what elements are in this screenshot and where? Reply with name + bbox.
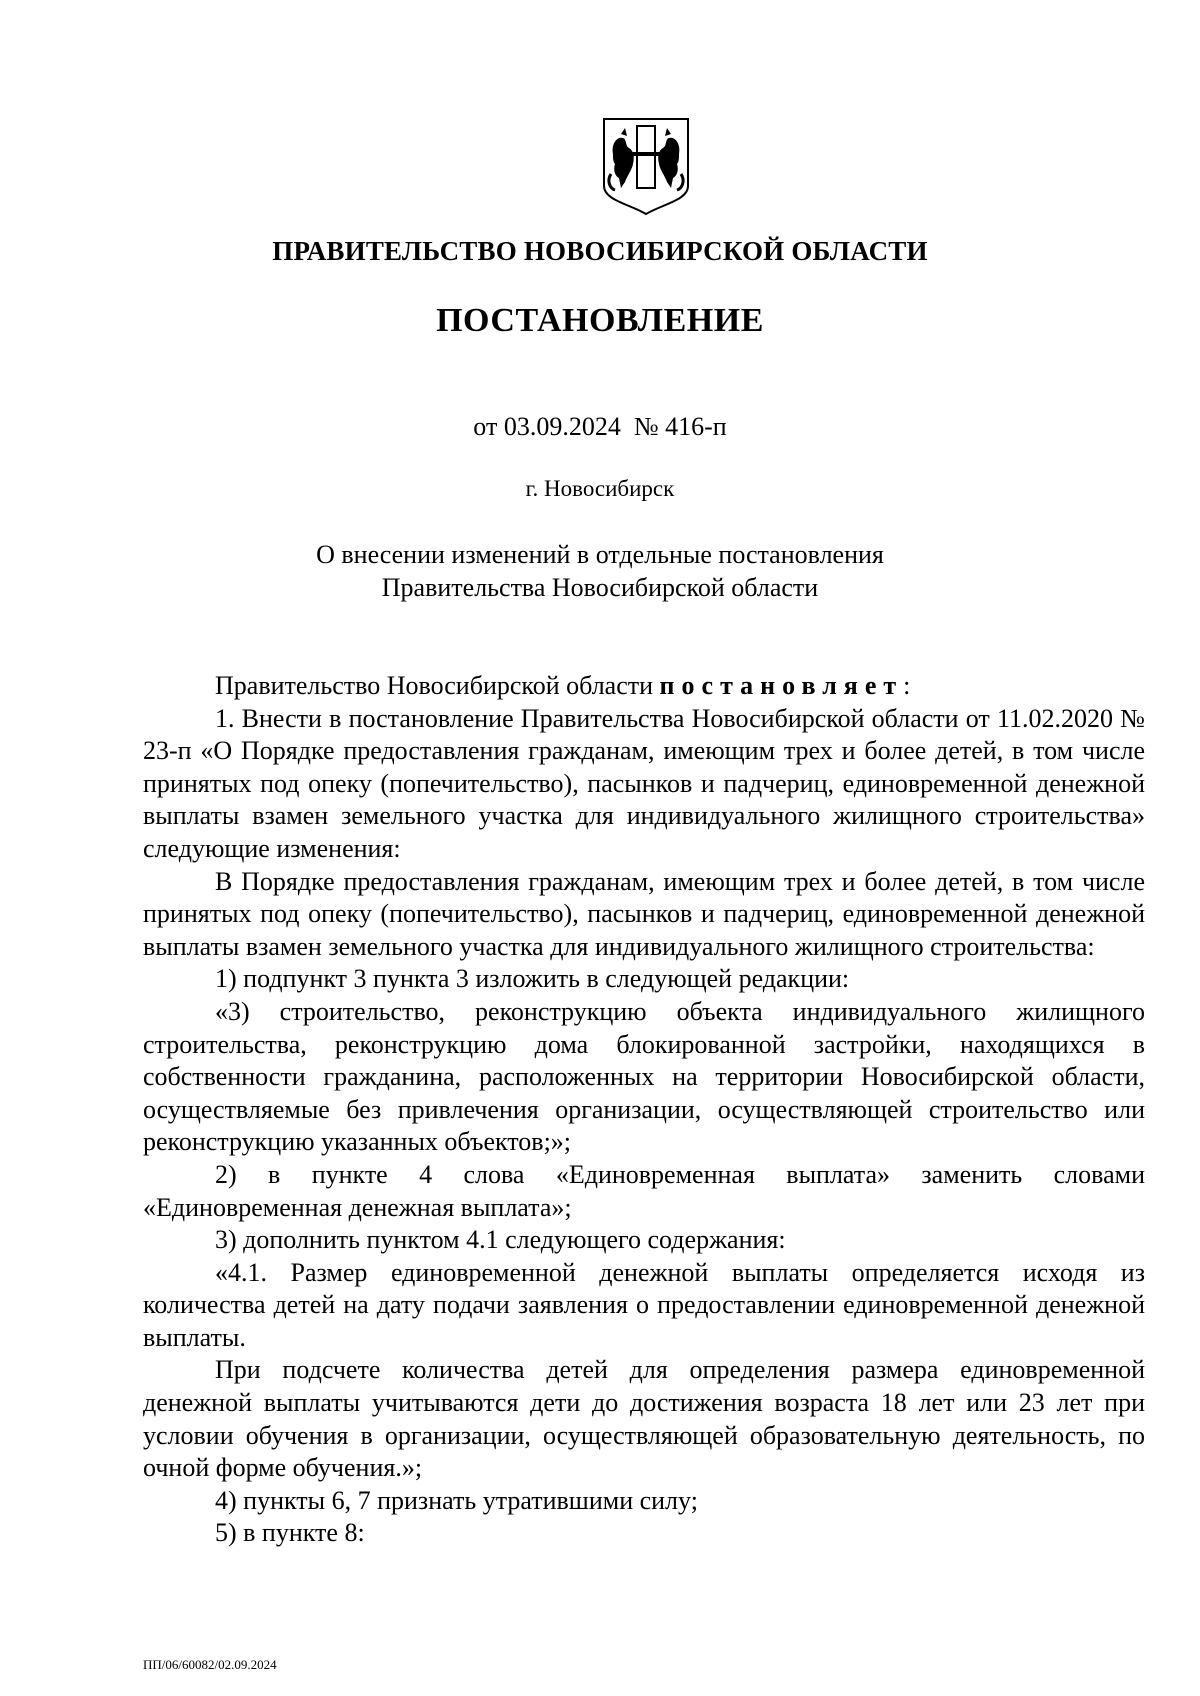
intro-paragraph bbox=[143, 670, 1145, 703]
paragraph-10: 5) в пункте 8: bbox=[215, 1518, 365, 1548]
paragraph-5: 2) в пункте 4 слова «Единовременная выплата» заменить словами «Единовременная денежная выплата»; bbox=[143, 1159, 1145, 1222]
paragraph-9: 4) пункты 6, 7 признать утратившими силу; bbox=[215, 1485, 698, 1515]
paragraph-1: 1. Внести в постановление Правительства Новосибирской области от 11.02.2020 № 23-п «О Порядке предоставления гражданам, имеющим трех и более детей, в том числе принятых под опеку (попечительство), пасынков и падчериц, единовременной денежной выплаты взамен земельного участка для индивидуального жилищного строительства» следующие изменения: bbox=[143, 703, 1145, 863]
document-subject bbox=[0, 538, 1200, 604]
subject-line-1: О внесении изменений в отдельные постановления bbox=[316, 540, 884, 569]
document-code: ПП/06/60082/02.09.2024 bbox=[143, 1657, 277, 1672]
paragraph-3: 1) подпункт 3 пункта 3 изложить в следующей редакции: bbox=[215, 964, 850, 994]
paragraph-2: В Порядке предоставления гражданам, имеющим трех и более детей, в том числе принятых под опеку (попечительство), пасынков и падчериц, единовременной денежной выплаты взамен земельного участка для индивидуального жилищного строительства: bbox=[143, 866, 1145, 961]
coat-of-arms-icon bbox=[601, 116, 691, 216]
paragraph-8: При подсчете количества детей для определения размера единовременной денежной выплаты учитываются дети до достижения возраста 18 лет или 23 лет при условии обучения в организации, осуществляющей образовательную деятельность, по очной форме обучения.»; bbox=[143, 1355, 1145, 1483]
subject-line-2: Правительства Новосибирской области bbox=[381, 573, 819, 602]
intro-keyword: постановляет bbox=[659, 671, 904, 700]
paragraph-6: 3) дополнить пунктом 4.1 следующего содержания: bbox=[215, 1225, 786, 1255]
intro-suffix: : bbox=[903, 671, 911, 700]
organization-title: ПРАВИТЕЛЬСТВО НОВОСИБИРСКОЙ ОБЛАСТИ bbox=[272, 236, 928, 266]
document-body bbox=[143, 670, 1145, 1550]
paragraph-4: «3) строительство, реконструкцию объекта индивидуального жилищного строительства, реконструкцию дома блокированной застройки, находящихся в собственности гражданина, расположенных на территории Новосибирской области, осуществляемые без привлечения организации, осуществляющей строительство или реконструкцию указанных объектов;»; bbox=[143, 996, 1145, 1157]
document-type-title: ПОСТАНОВЛЕНИЕ bbox=[436, 302, 764, 339]
document-date-number: от 03.09.2024 № 416-п bbox=[473, 412, 727, 441]
document-city: г. Новосибирск bbox=[525, 476, 675, 501]
intro-prefix: Правительство Новосибирской области bbox=[215, 671, 660, 700]
paragraph-7: «4.1. Размер единовременной денежной выплаты определяется исходя из количества детей на дату подачи заявления о предоставлении единовременной денежной выплаты. bbox=[143, 1257, 1145, 1352]
